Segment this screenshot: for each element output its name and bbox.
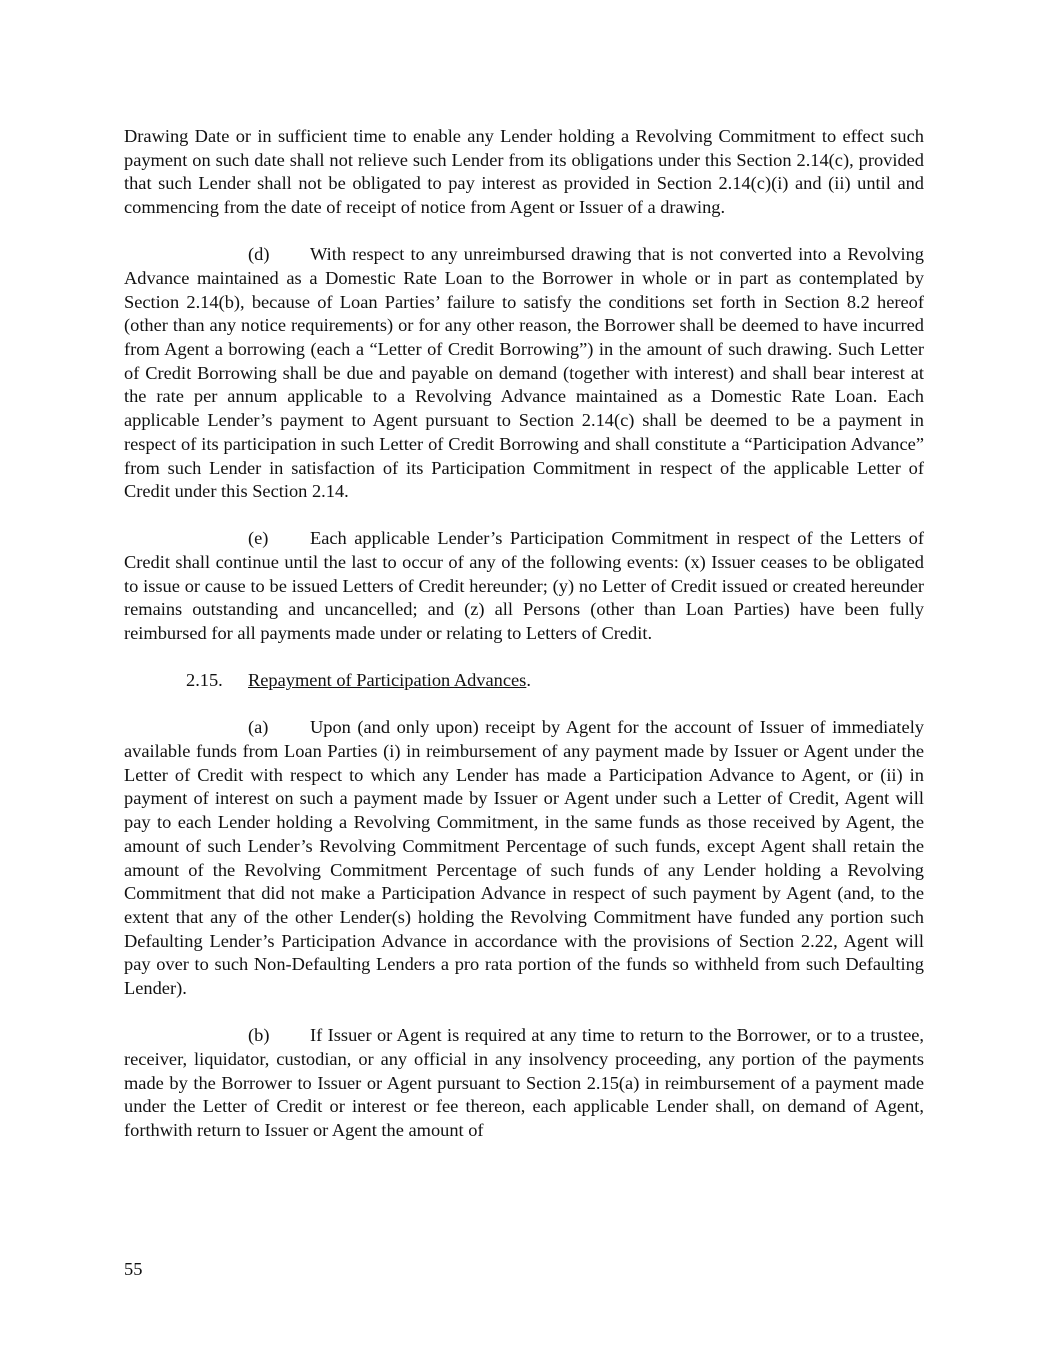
section-heading-2-15: [186, 669, 924, 693]
document-page: [124, 125, 924, 1166]
paragraph-b-label: (b): [248, 1025, 270, 1046]
section-number: 2.15.: [186, 670, 223, 691]
paragraph-a-label: (a): [248, 717, 269, 738]
paragraph-d-text: With respect to any unreimbursed drawing that is not converted into a Revolving Advance maintained as a Domestic Rate Loan to the Borrower in whole or in part as contemplated by Section 2.14(b), because of Loan Parties’ failure to satisfy the conditions set forth in Section 8.2 hereof (other than any notice requirements) or for any other reason, the Borrower shall be deemed to have incurred from Agent a borrowing (each a “Letter of Credit Borrowing”) in the amount of such drawing. Such Letter of Credit Borrowing shall be due and payable on demand (together with interest) and shall bear interest at the rate per annum applicable to a Revolving Advance maintained as a Domestic Rate Loan. Each applicable Lender’s payment to Agent pursuant to Section 2.14(c) shall be deemed to be a payment in respect of its participation in such Letter of Credit Borrowing and shall constitute a “Participation Advance” from such Lender in satisfaction of its Participation Commitment in respect of the applicable Letter of Credit under this Section 2.14.: [124, 244, 924, 502]
paragraph-e: [124, 527, 924, 646]
paragraph-e-label: (e): [248, 528, 269, 549]
paragraph-a: [124, 716, 924, 1000]
continuation-paragraph: Drawing Date or in sufficient time to enable any Lender holding a Revolving Commitment to effect such payment on such date shall not relieve such Lender from its obligations under this Section 2.14(c), provided that such Lender shall not be obligated to pay interest as provided in Section 2.14(c)(i) and (ii) until and commencing from the date of receipt of notice from Agent or Issuer of a drawing.: [124, 126, 924, 218]
paragraph-a-text: Upon (and only upon) receipt by Agent for the account of Issuer of immediately available funds from Loan Parties (i) in reimbursement of any payment made by Issuer or Agent under the Letter of Credit with respect to which any Lender has made a Participation Advance to Agent, or (ii) in payment of interest on such a payment made by Issuer or Agent under such a Letter of Credit, Agent will pay to each Lender holding a Revolving Commitment, in the same funds as those received by Agent, the amount of such Lender’s Revolving Commitment Percentage of such funds, except Agent shall retain the amount of the Revolving Commitment Percentage of such funds of any Lender holding a Revolving Commitment that did not make a Participation Advance in respect of such payment by Agent (and, to the extent that any of the other Lender(s) holding the Revolving Commitment have funded any portion such Defaulting Lender’s Participation Advance in accordance with the provisions of Section 2.22, Agent will pay over to such Non-Defaulting Lenders a pro rata portion of the funds so withheld from such Defaulting Lender).: [124, 717, 924, 999]
section-title-period: .: [526, 670, 531, 691]
page-number: 55: [124, 1259, 143, 1279]
paragraph-b: [124, 1024, 924, 1143]
section-title: Repayment of Participation Advances: [248, 670, 527, 691]
paragraph-d-label: (d): [248, 244, 270, 265]
paragraph-b-text: If Issuer or Agent is required at any time to return to the Borrower, or to a trustee, receiver, liquidator, custodian, or any official in any insolvency proceeding, any portion of the payments made by the Borrower to Issuer or Agent pursuant to Section 2.15(a) in reimbursement of a payment made under the Letter of Credit or interest or fee thereon, each applicable Lender shall, on demand of Agent, forthwith return to Issuer or Agent the amount of: [124, 1025, 924, 1140]
paragraph-e-text: Each applicable Lender’s Participation Commitment in respect of the Letters of Credit shall continue until the last to occur of any of the following events: (x) Issuer ceases to be obligated to issue or cause to be issued Letters of Credit hereunder; (y) no Letter of Credit issued or created hereunder remains outstanding and uncancelled; and (z) all Persons (other than Loan Parties) have been fully reimbursed for all payments made under or relating to Letters of Credit.: [124, 528, 924, 644]
paragraph-d: [124, 243, 924, 504]
